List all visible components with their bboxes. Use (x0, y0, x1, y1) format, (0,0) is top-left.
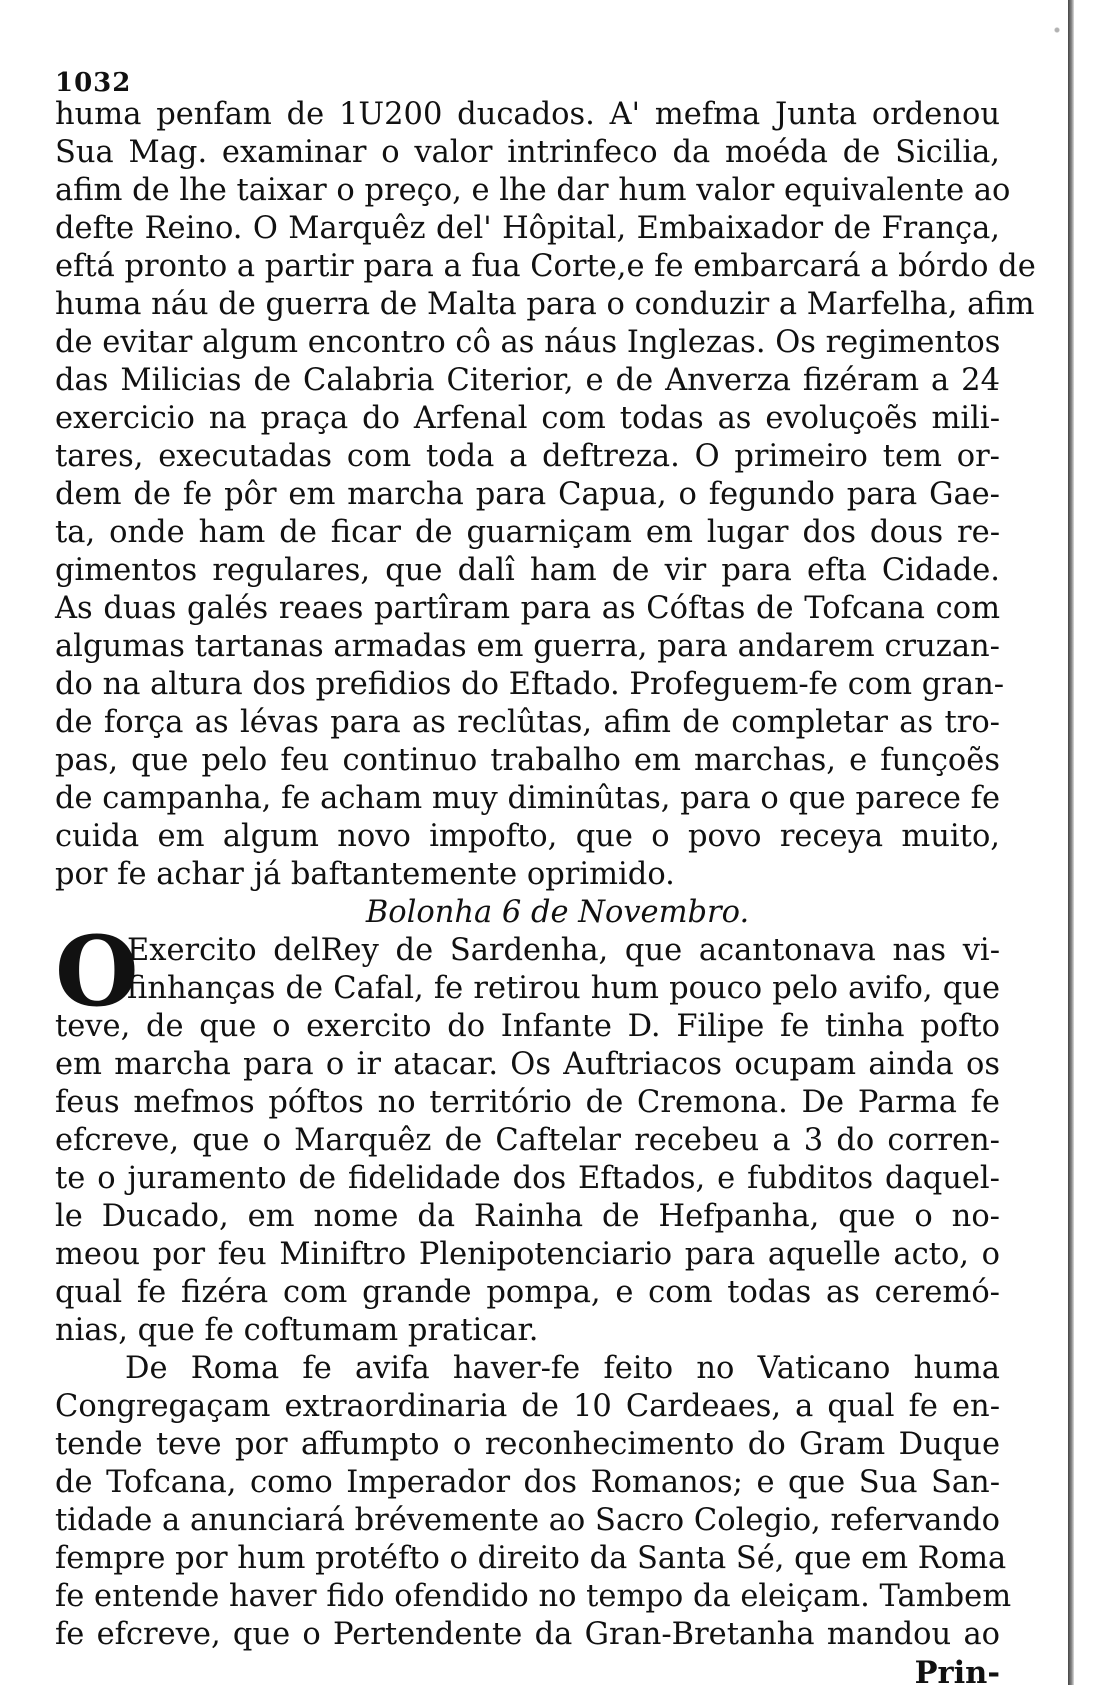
text-line: eftá pronto a partir para a fua Corte,e fe embarcará a bórdo de (55, 249, 1036, 284)
text-line: defte Reino. O Marquêz del' Hôpital, Embaixador de França, (55, 211, 1000, 246)
text-line: fe entende haver fido ofendido no tempo da eleiçam. Tambem (55, 1579, 1012, 1614)
text-line: fe efcreve, que o Pertendente da Gran-Bretanha mandou ao (55, 1617, 1000, 1652)
dateline-heading: Bolonha 6 de Novembro. (365, 895, 750, 930)
text-line: huma náu de guerra de Malta para o conduzir a Marfelha, afim (55, 287, 1035, 322)
text-line: afim de lhe taixar o preço, e lhe dar hum valor equivalente ao (55, 173, 1011, 208)
text-line: de campanha, fe acham muy diminûtas, para o que parece fe (55, 781, 1000, 816)
text-line: teve, de que o exercito do Infante D. Filipe fe tinha pofto (55, 1009, 1000, 1044)
text-line: do na altura dos prefidios do Eftado. Profeguem-fe com gran- (55, 667, 1005, 702)
text-line: Congregaçam extraordinaria de 10 Cardeaes, a qual fe en- (55, 1389, 1000, 1424)
paragraph-bolonha (55, 915, 1000, 1350)
text-line: de Tofcana, como Imperador dos Romanos; e que Sua San- (55, 1465, 1000, 1500)
text-line: de força as lévas para as reclûtas, afim de completar as tro- (55, 705, 1000, 740)
text-line: das Milicias de Calabria Citerior, e de Anverza fizéram a 24 (55, 363, 1000, 398)
text-line: em marcha para o ir atacar. Os Auftriacos ocupam ainda os (55, 1047, 1000, 1082)
text-line: pas, que pelo feu continuo trabalho em marchas, e funçoẽs (55, 743, 1000, 778)
text-line: meou por feu Miniftro Plenipotenciario para aquelle acto, o (55, 1237, 1000, 1272)
text-line: por fe achar já baftantemente oprimido. (55, 857, 675, 892)
paragraph-roma (55, 1350, 1012, 1654)
text-line: nias, que fe coftumam praticar. (55, 1313, 539, 1348)
text-line: finhanças de Cafal, fe retirou hum pouco pelo avifo, que (127, 971, 1000, 1006)
text-line: De Roma fe avifa haver-fe feito no Vaticano huma (125, 1351, 1000, 1386)
text-line: tares, executadas com toda a deftreza. O primeiro tem or- (55, 439, 1000, 474)
drop-cap: O (55, 915, 139, 1028)
text-line: te o juramento de fidelidade dos Eftados, e fubditos daquel- (55, 1161, 1000, 1196)
text-line: tende teve por affumpto o reconhecimento do Gram Duque (55, 1427, 1000, 1462)
text-line: dem de fe pôr em marcha para Capua, o fegundo para Gae- (55, 477, 1000, 512)
text-line: cuida em algum novo impofto, que o povo receya muito, (55, 819, 1000, 854)
text-line: Exercito delRey de Sardenha, que acantonava nas vi- (127, 933, 1000, 968)
text-line: efcreve, que o Marquêz de Caftelar recebeu a 3 do corren- (55, 1123, 1000, 1158)
text-line: exercicio na praça do Arfenal com todas as evoluçoẽs mili- (55, 401, 1000, 436)
text-line: tidade a anunciará brévemente ao Sacro Colegio, refervando (55, 1503, 1000, 1538)
page-edge-speckle (1048, 0, 1066, 60)
text-line: ta, onde ham de ficar de guarniçam em lugar dos dous re- (55, 515, 1000, 550)
text-line: feus mefmos póftos no território de Cremona. De Parma fe (55, 1085, 1000, 1120)
text-line: qual fe fizéra com grande pompa, e com todas as ceremó- (55, 1275, 1000, 1310)
text-line: de evitar algum encontro cô as náus Inglezas. Os regimentos (55, 325, 1001, 360)
text-line: As duas galés reaes partîram para as Cóftas de Tofcana com (55, 591, 1000, 626)
text-line: huma penfam de 1U200 ducados. A' mefma Junta ordenou (55, 97, 1000, 132)
page-binding-edge (1068, 0, 1074, 1685)
catchword: Prin- (914, 1655, 1000, 1691)
text-line: fempre por hum protéfto o direito da Santa Sé, que em Roma (55, 1541, 1007, 1576)
page-number: 1032 (55, 68, 132, 98)
text-line: le Ducado, em nome da Rainha de Hefpanha, que o no- (55, 1199, 1000, 1234)
text-line: gimentos regulares, que dalî ham de vir para efta Cidade. (55, 553, 1000, 588)
text-line: algumas tartanas armadas em guerra, para andarem cruzan- (55, 629, 1000, 664)
paragraph-napoles (55, 96, 1036, 894)
text-column (55, 96, 1036, 1692)
text-line: Sua Mag. examinar o valor intrinfeco da moéda de Sicilia, (55, 135, 1000, 170)
